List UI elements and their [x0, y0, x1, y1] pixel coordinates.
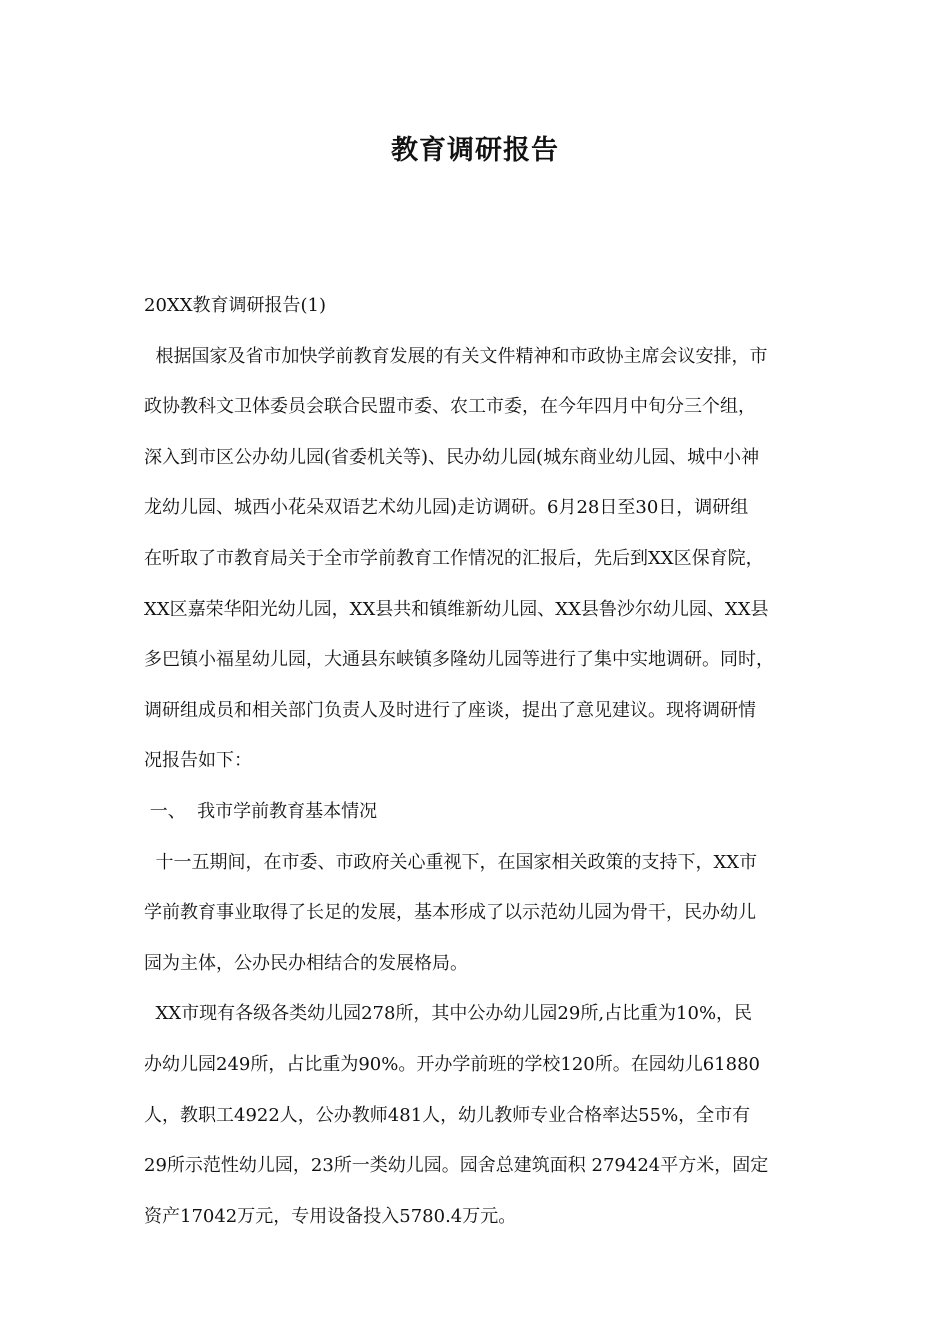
paragraph-line: XX市现有各级各类幼儿园278所，其中公办幼儿园29所,占比重为10%，民 — [144, 1003, 753, 1025]
paragraph-line: 深入到市区公办幼儿园(省委机关等)、民办幼儿园(城东商业幼儿园、城中小神 — [144, 446, 760, 468]
paragraph-line: 多巴镇小福星幼儿园，大通县东峡镇多隆幼儿园等进行了集中实地调研。同时， — [144, 649, 774, 671]
document-body — [144, 281, 826, 1242]
document-title: 教育调研报告 — [391, 135, 559, 166]
paragraph-line: 在听取了市教育局关于全市学前教育工作情况的汇报后，先后到XX区保育院， — [144, 547, 764, 569]
paragraph-line: 资产17042万元，专用设备投入5780.4万元。 — [144, 1205, 517, 1227]
paragraph-line: 政协教科文卫体委员会联合民盟市委、农工市委，在今年四月中旬分三个组， — [144, 396, 756, 418]
paragraph-line: 办幼儿园249所，占比重为90%。开办学前班的学校120所。在园幼儿61880 — [144, 1053, 760, 1075]
paragraph-line: 十一五期间，在市委、市政府关心重视下，在国家相关政策的支持下，XX市 — [144, 851, 758, 873]
paragraph-line: 调研组成员和相关部门负责人及时进行了座谈，提出了意见建议。现将调研情 — [144, 699, 756, 721]
paragraph-line: 园为主体，公办民办相结合的发展格局。 — [144, 952, 468, 974]
paragraph-line: 况报告如下： — [144, 750, 252, 772]
paragraph-line: 根据国家及省市加快学前教育发展的有关文件精神和市政协主席会议安排，市 — [144, 345, 768, 367]
paragraph-line: 龙幼儿园、城西小花朵双语艺术幼儿园)走访调研。6月28日至30日，调研组 — [144, 497, 749, 519]
section-heading: 一、 我市学前教育基本情况 — [144, 800, 378, 822]
paragraph-line: 29所示范性幼儿园，23所一类幼儿园。园舍总建筑面积 279424平方米，固定 — [144, 1155, 769, 1177]
paragraph-line: 人，教职工4922人，公办教师481人，幼儿教师专业合格率达55%，全市有 — [144, 1104, 751, 1126]
paragraph-line: 学前教育事业取得了长足的发展，基本形成了以示范幼儿园为骨干，民办幼儿 — [144, 902, 756, 924]
report-subtitle: 20XX教育调研报告(1) — [144, 295, 327, 316]
paragraph-line: XX区嘉荣华阳光幼儿园，XX县共和镇维新幼儿园、XX县鲁沙尔幼儿园、XX县 — [144, 598, 769, 620]
